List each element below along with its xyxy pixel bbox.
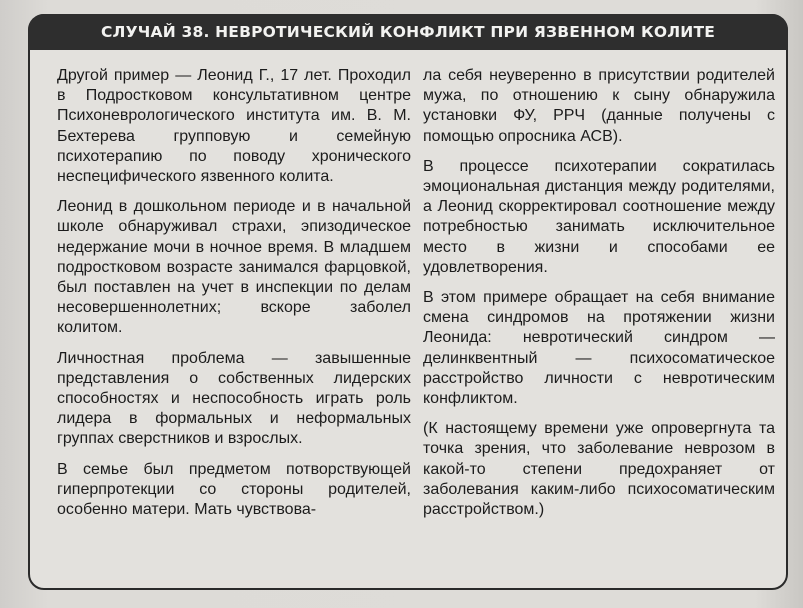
case-box (28, 14, 788, 590)
paragraph: В процессе психотерапии сократилась эмоциональная дистанция между родителями, а Леонид скорректировал соотношение между потребностью занимать исключительное место в жизни и способами ее удовлетворения. (423, 157, 775, 276)
paragraph: В этом примере обращает на себя внимание смена синдромов на протяжении жизни Леонида: невротический синдром — делинквентный — психосоматическое расстройство личности с невротическим конфликтом. (423, 289, 775, 408)
paragraph: Личностная проблема — завышенные представления о собственных лидерских способностях и неспособность играть роль лидера в формальных и неформальных группах сверстников и взрослых. (57, 349, 411, 448)
paragraph: Леонид в дошкольном периоде и в начальной школе обнаруживал страхи, эпизодическое недержание мочи в ночное время. В младшем подростковом возрасте занимался фарцовкой, был поставлен на учет в инспекции по делам несовершеннолетних; вскоре заболел колитом. (57, 198, 411, 337)
paragraph: (К настоящему времени уже опровергнута та точка зрения, что заболевание неврозом в какой-то степени предохраняет от заболевания каким-либо психосоматическим расстройством.) (423, 420, 775, 519)
paragraph: В семье был предметом потворствующей гиперпротекции со стороны родителей, особенно матери. Мать чувствова- (57, 460, 411, 519)
case-title: СЛУЧАЙ 38. НЕВРОТИЧЕСКИЙ КОНФЛИКТ ПРИ ЯЗВЕННОМ КОЛИТЕ (100, 23, 716, 41)
paragraph: Другой пример — Леонид Г., 17 лет. Проходил в Подростковом консультативном центре Психоневрологического института им. В. М. Бехтерева групповую и семейную психотерапию по поводу хронического неспецифического язвенного колита. (57, 67, 411, 186)
paragraph: ла себя неуверенно в присутствии родителей мужа, по отношению к сыну обнаружила установки ФУ, РРЧ (данные получены с помощью опросника АСВ). (423, 67, 775, 145)
case-header (28, 14, 788, 50)
left-column (57, 66, 411, 530)
right-column (423, 66, 775, 530)
